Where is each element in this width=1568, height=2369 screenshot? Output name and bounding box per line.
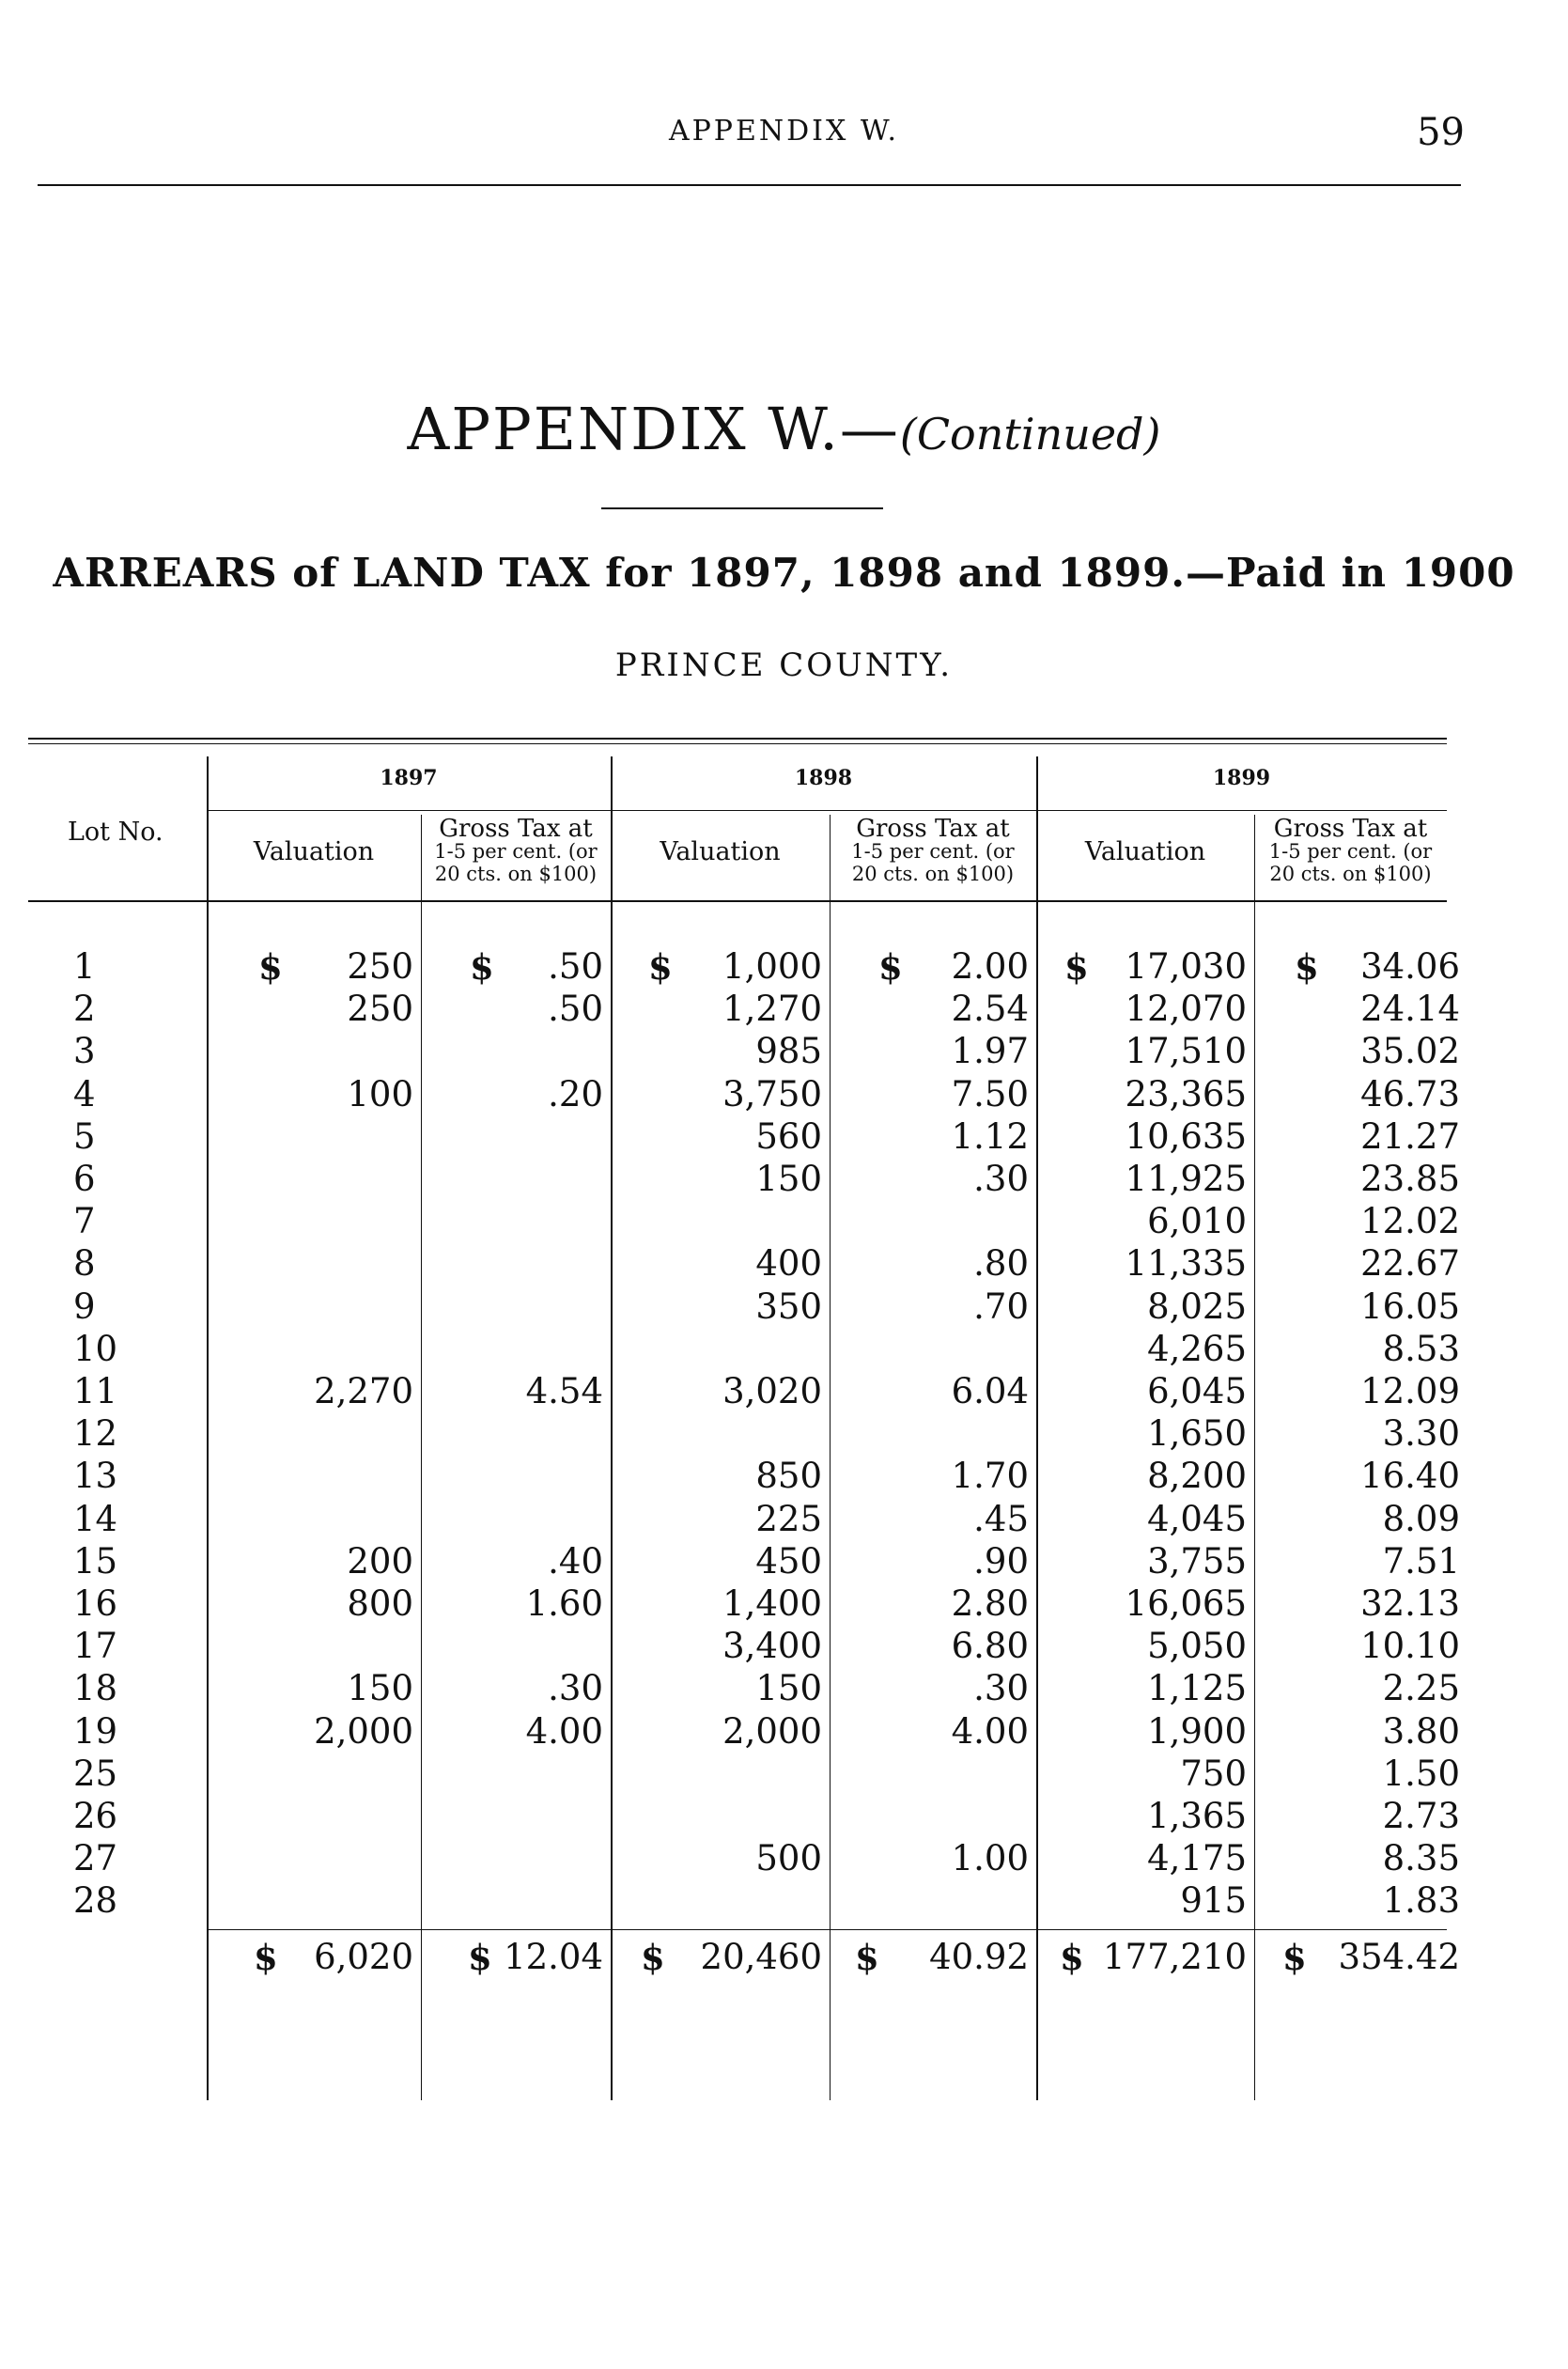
total-dollar-sign: $ (641, 1936, 665, 1978)
table-cell-t1897: 4.00 (525, 1710, 603, 1752)
total-dollar-sign: $ (855, 1936, 879, 1978)
lot-number: 5 (73, 1115, 96, 1157)
table-cell-t1898: .30 (973, 1159, 1029, 1199)
dollar-sign: $ (878, 946, 903, 988)
table-cell-v1898: 225 (755, 1498, 822, 1539)
gross-tax-header-line2: 1-5 per cent. (or (434, 840, 598, 863)
page-title (0, 395, 1568, 463)
table-cell-t1899: 8.09 (1382, 1498, 1460, 1539)
total-dollar-sign: $ (254, 1936, 278, 1978)
title-main: APPENDIX W.— (407, 395, 900, 463)
header-bottom-rule (28, 900, 1447, 902)
table-cell-v1899: 6,045 (1147, 1371, 1247, 1411)
table-cell-v1899: 1,125 (1147, 1668, 1247, 1709)
lot-number: 19 (73, 1710, 118, 1752)
title-rule (601, 507, 883, 509)
dollar-sign: $ (470, 946, 494, 988)
total-cell-v1898: 20,460 (700, 1936, 822, 1977)
table-cell-t1899: 2.25 (1382, 1668, 1460, 1709)
table-cell-t1899: 1.50 (1382, 1753, 1460, 1794)
table-cell-v1899: 915 (1180, 1880, 1247, 1922)
table-cell-t1898: .70 (973, 1286, 1029, 1327)
table-cell-v1897: 250 (347, 946, 413, 987)
table-cell-v1899: 4,265 (1147, 1328, 1247, 1369)
year-rule-1899 (1036, 810, 1447, 811)
table-cell-v1898: 560 (755, 1115, 822, 1157)
lot-number: 4 (73, 1073, 96, 1114)
table-cell-t1898: 7.50 (951, 1073, 1029, 1114)
table-cell-v1897: 2,000 (314, 1710, 413, 1752)
year-header-1897: 1897 (380, 766, 438, 790)
lot-number: 25 (73, 1753, 118, 1794)
table-cell-t1899: 16.05 (1360, 1286, 1460, 1327)
table-cell-t1899: 46.73 (1360, 1073, 1460, 1114)
table-cell-v1899: 11,335 (1125, 1243, 1247, 1285)
table-cell-v1898: 3,750 (722, 1073, 822, 1114)
table-cell-v1898: 150 (755, 1668, 822, 1709)
table-cell-t1897: .50 (548, 946, 603, 987)
table-cell-t1898: 1.00 (951, 1838, 1029, 1879)
lot-number: 17 (73, 1626, 118, 1667)
table-cell-v1898: 500 (755, 1838, 822, 1879)
lot-number: 28 (73, 1880, 118, 1922)
title-continued: (Continued) (899, 409, 1161, 460)
table-cell-t1897: 1.60 (525, 1583, 603, 1624)
table-cell-t1897: .30 (548, 1668, 603, 1709)
table-top-rule-2 (28, 743, 1447, 744)
gross-tax-header-line2: 1-5 per cent. (or (1268, 840, 1433, 863)
table-cell-v1898: 3,400 (722, 1626, 822, 1667)
table-cell-t1899: 24.14 (1360, 989, 1460, 1030)
total-dollar-sign: $ (1282, 1936, 1307, 1978)
table-top-rule (28, 738, 1447, 740)
table-cell-t1899: 2.73 (1382, 1796, 1460, 1836)
page-number: 59 (1417, 111, 1465, 154)
table-cell-v1899: 1,365 (1147, 1796, 1247, 1836)
table-cell-t1897: .50 (548, 989, 603, 1030)
table-cell-v1898: 3,020 (722, 1371, 822, 1411)
table-cell-v1899: 6,010 (1147, 1201, 1247, 1242)
table-cell-v1899: 8,025 (1147, 1286, 1247, 1327)
table-cell-v1899: 17,030 (1125, 946, 1247, 987)
total-cell-t1899: 354.42 (1338, 1936, 1460, 1977)
table-cell-t1897: .40 (548, 1540, 603, 1582)
gross-tax-header-line3: 20 cts. on $100) (1269, 863, 1432, 885)
table-cell-v1899: 4,175 (1147, 1838, 1247, 1879)
table-cell-t1897: .20 (548, 1073, 603, 1114)
table-cell-v1898: 450 (755, 1540, 822, 1582)
table-cell-v1899: 11,925 (1125, 1159, 1247, 1199)
lot-number: 14 (73, 1498, 118, 1539)
total-cell-v1899: 177,210 (1102, 1936, 1247, 1977)
lot-number: 10 (73, 1328, 118, 1369)
table-cell-v1899: 17,510 (1125, 1031, 1247, 1072)
table-cell-v1898: 400 (755, 1243, 822, 1285)
table-cell-t1899: 10.10 (1360, 1626, 1460, 1667)
gross-tax-header (425, 815, 607, 885)
table-cell-v1899: 8,200 (1147, 1456, 1247, 1497)
table-cell-t1898: .45 (973, 1498, 1029, 1539)
table-cell-v1897: 100 (347, 1073, 413, 1114)
gross-tax-header-line1: Gross Tax at (1273, 815, 1428, 843)
table-cell-t1899: 8.35 (1382, 1838, 1460, 1879)
table-cell-v1899: 23,365 (1125, 1073, 1247, 1114)
table-cell-t1899: 34.06 (1360, 946, 1460, 987)
table-cell-v1899: 16,065 (1125, 1583, 1247, 1624)
valuation-header: Valuation (1084, 837, 1206, 866)
gross-tax-header-line1: Gross Tax at (439, 815, 593, 843)
table-cell-v1899: 12,070 (1125, 989, 1247, 1030)
lot-number: 6 (73, 1159, 96, 1199)
valuation-header: Valuation (253, 837, 375, 866)
year-rule-1897 (207, 810, 611, 811)
lot-number: 7 (73, 1201, 96, 1242)
table-cell-v1897: 250 (347, 989, 413, 1030)
table-cell-v1898: 2,000 (722, 1710, 822, 1752)
table-cell-v1898: 850 (755, 1456, 822, 1497)
county-heading: PRINCE COUNTY. (614, 647, 954, 684)
total-cell-t1898: 40.92 (929, 1936, 1029, 1977)
lot-number: 16 (73, 1583, 118, 1624)
lot-no-header: Lot No. (68, 818, 163, 847)
table-cell-t1898: 4.00 (951, 1710, 1029, 1752)
table-cell-t1898: 2.80 (951, 1583, 1029, 1624)
table-cell-t1898: 1.12 (951, 1115, 1029, 1157)
table-cell-t1898: 6.04 (951, 1371, 1029, 1411)
table-cell-t1898: 6.80 (951, 1626, 1029, 1667)
dollar-sign: $ (648, 946, 673, 988)
lot-number: 15 (73, 1540, 118, 1582)
total-dollar-sign: $ (1060, 1936, 1084, 1978)
dollar-sign: $ (1295, 946, 1319, 988)
table-cell-t1899: 32.13 (1360, 1583, 1460, 1624)
total-dollar-sign: $ (468, 1936, 492, 1978)
gross-tax-header-line3: 20 cts. on $100) (851, 863, 1015, 885)
table-cell-t1898: 1.97 (951, 1031, 1029, 1072)
lot-number: 11 (73, 1371, 118, 1411)
gross-tax-header-line2: 1-5 per cent. (or (851, 840, 1015, 863)
table-cell-v1898: 1,270 (722, 989, 822, 1030)
table-cell-v1899: 750 (1180, 1753, 1247, 1794)
table-cell-v1897: 150 (347, 1668, 413, 1709)
year-rule-1898 (611, 810, 1036, 811)
table-cell-t1897: 4.54 (525, 1371, 603, 1411)
table-cell-t1898: 2.54 (951, 989, 1029, 1030)
lot-number: 1 (73, 946, 96, 987)
table-cell-v1898: 150 (755, 1159, 822, 1199)
lot-number: 12 (73, 1413, 118, 1455)
valuation-header: Valuation (660, 837, 781, 866)
lot-number: 18 (73, 1668, 118, 1709)
table-cell-t1898: .30 (973, 1668, 1029, 1709)
table-cell-v1899: 5,050 (1147, 1626, 1247, 1667)
table-cell-t1899: 12.02 (1360, 1201, 1460, 1242)
table-cell-v1899: 3,755 (1147, 1540, 1247, 1582)
lot-number: 26 (73, 1796, 118, 1836)
table-cell-v1898: 1,400 (722, 1583, 822, 1624)
table-cell-v1899: 10,635 (1125, 1115, 1247, 1157)
running-head (0, 111, 1568, 167)
dollar-sign: $ (258, 946, 283, 988)
year-header-1898: 1898 (794, 766, 853, 790)
table-cell-t1898: 1.70 (951, 1456, 1029, 1497)
table-cell-t1899: 12.09 (1360, 1371, 1460, 1411)
table-subtitle: ARREARS of LAND TAX for 1897, 1898 and 1899.—Paid in 1900 (53, 550, 1515, 596)
table-cell-t1899: 3.30 (1382, 1413, 1460, 1455)
gross-tax-header-line1: Gross Tax at (856, 815, 1010, 843)
lot-number: 13 (73, 1456, 118, 1497)
table-cell-v1899: 4,045 (1147, 1498, 1247, 1539)
table-cell-t1899: 22.67 (1360, 1243, 1460, 1285)
table-cell-t1899: 3.80 (1382, 1710, 1460, 1752)
table-cell-v1897: 2,270 (314, 1371, 413, 1411)
lot-number: 2 (73, 989, 96, 1030)
table-cell-t1899: 35.02 (1360, 1031, 1460, 1072)
lot-number: 3 (73, 1031, 96, 1072)
lot-number: 8 (73, 1243, 96, 1285)
table-cell-v1899: 1,650 (1147, 1413, 1247, 1455)
table-cell-t1899: 16.40 (1360, 1456, 1460, 1497)
dollar-sign: $ (1064, 946, 1089, 988)
table-cell-t1898: .80 (973, 1243, 1029, 1285)
total-cell-v1897: 6,020 (314, 1936, 413, 1977)
year-header-1899: 1899 (1212, 766, 1271, 790)
running-head-title: APPENDIX W. (668, 115, 900, 148)
header-rule (38, 184, 1461, 186)
table-cell-v1898: 985 (755, 1031, 822, 1072)
table-cell-t1899: 8.53 (1382, 1328, 1460, 1369)
table-cell-v1898: 1,000 (722, 946, 822, 987)
table-cell-t1899: 7.51 (1382, 1540, 1460, 1582)
totals-rule (207, 1929, 1447, 1930)
table-cell-v1897: 200 (347, 1540, 413, 1582)
table-cell-t1898: 2.00 (951, 946, 1029, 987)
table-cell-v1898: 350 (755, 1286, 822, 1327)
gross-tax-header (833, 815, 1032, 885)
total-cell-t1897: 12.04 (504, 1936, 603, 1977)
table-cell-t1899: 23.85 (1360, 1159, 1460, 1199)
gross-tax-header-line3: 20 cts. on $100) (434, 863, 598, 885)
gross-tax-header (1258, 815, 1443, 885)
lot-number: 27 (73, 1838, 118, 1879)
table-cell-v1899: 1,900 (1147, 1710, 1247, 1752)
table-cell-t1898: .90 (973, 1540, 1029, 1582)
table-cell-t1899: 1.83 (1382, 1880, 1460, 1922)
table-cell-v1897: 800 (347, 1583, 413, 1624)
lot-number: 9 (73, 1286, 96, 1327)
table-cell-t1899: 21.27 (1360, 1115, 1460, 1157)
